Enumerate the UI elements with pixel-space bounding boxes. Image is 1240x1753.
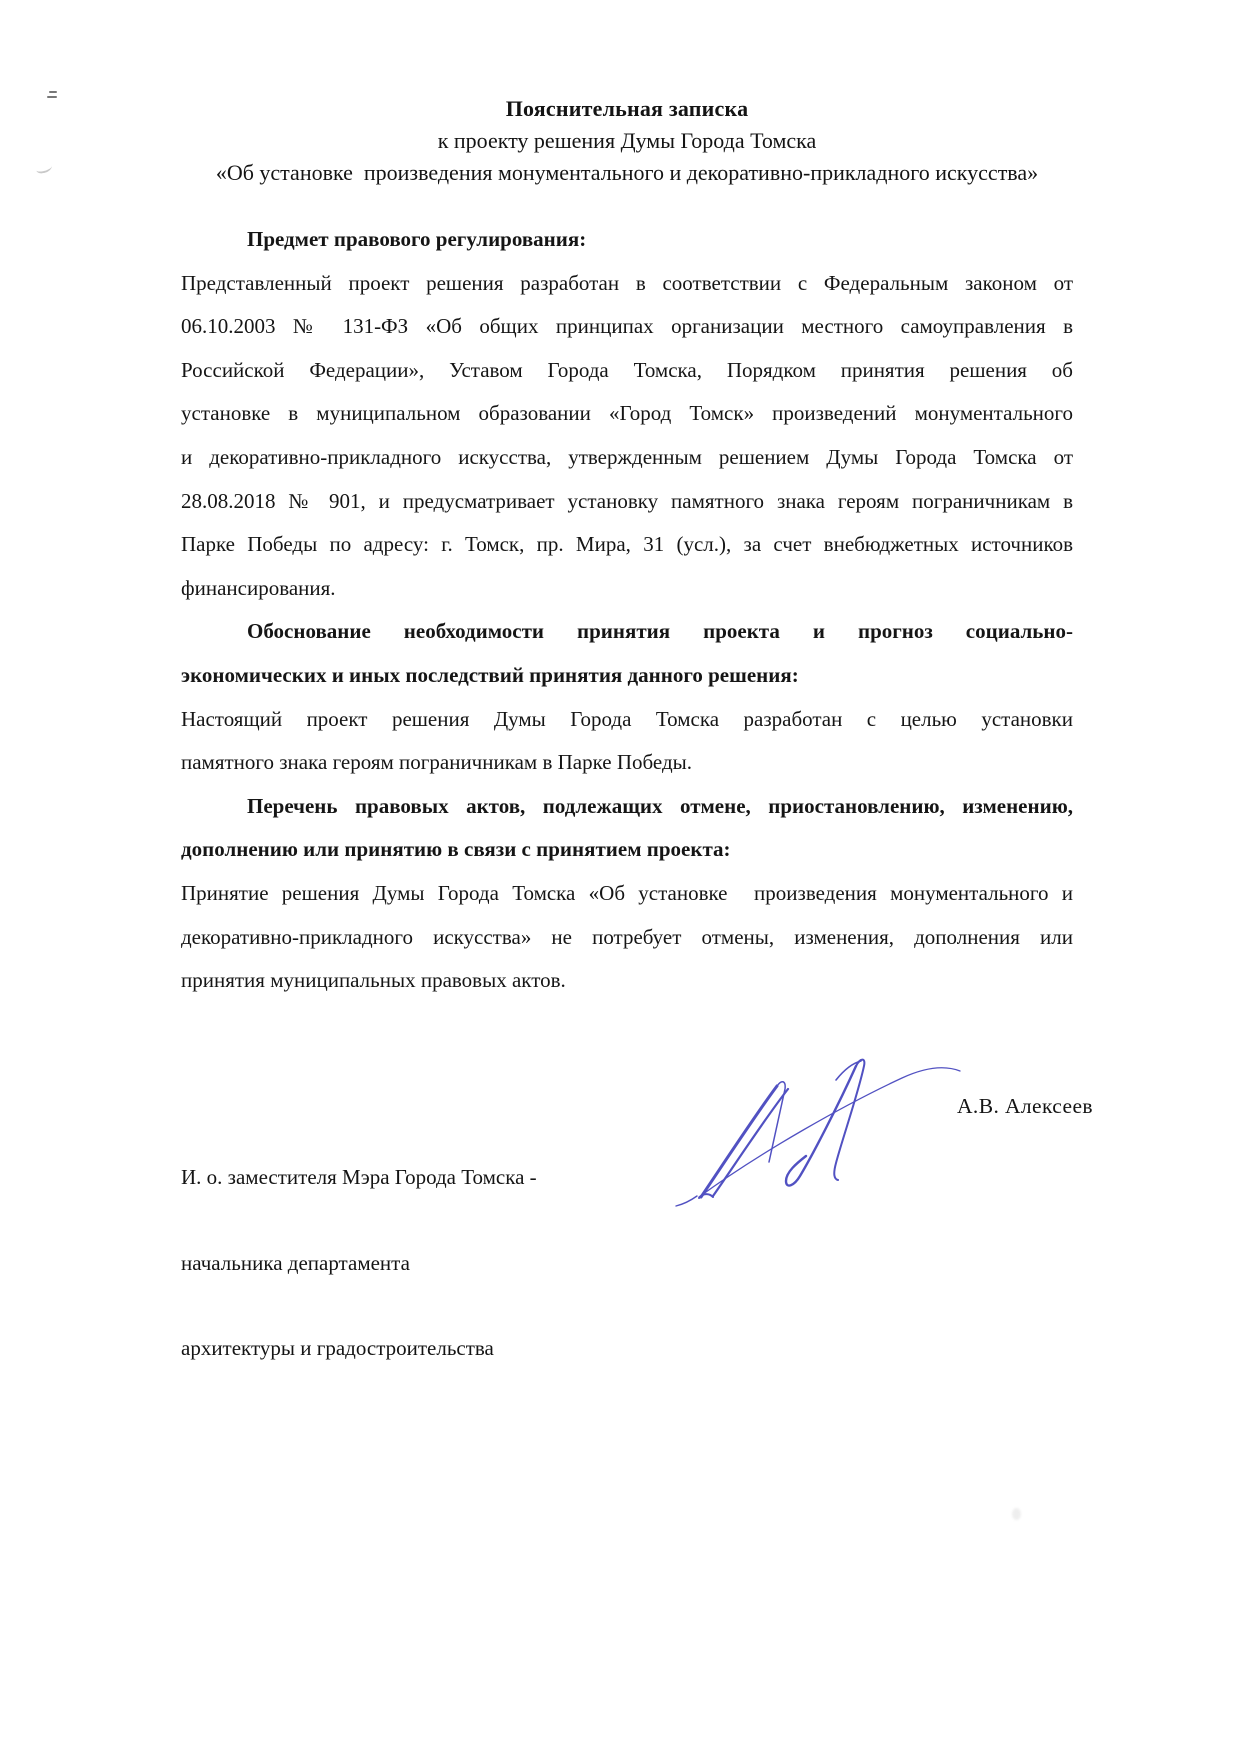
section-heading-rationale-cont: экономических и иных последствий принятия данного решения: <box>181 662 799 687</box>
document-subtitle: к проекту решения Думы Города Томска <box>437 128 817 153</box>
section-heading-subject: Предмет правового регулирования: <box>247 227 587 251</box>
paragraph-line: и декоративно-прикладного искусства, утвержденным решением Думы Города Томска от <box>181 444 1073 469</box>
document-title: Пояснительная записка <box>505 96 749 121</box>
document-subject-title: «Об установке произведения монументального и декоративно-прикладного искусства» <box>215 160 1039 185</box>
paragraph-line: 28.08.2018 № 901, и предусматривает установку памятного знака героям пограничникам в <box>181 488 1073 513</box>
section-heading-acts-cont: дополнению или принятию в связи с принятием проекта: <box>181 837 731 862</box>
paragraph-line: декоративно-прикладного искусства» не потребует отмены, изменения, дополнения или <box>181 924 1073 949</box>
signatory-name: А.В. Алексеев <box>957 1094 1093 1118</box>
signature-ink <box>660 1033 990 1213</box>
paragraph-line: Настоящий проект решения Думы Города Томска разработан с целью установки <box>181 706 1073 731</box>
paragraph-line: памятного знака героям пограничникам в Парке Победы. <box>181 750 693 775</box>
signatory-position-line: архитектуры и градостроительства <box>181 1336 494 1360</box>
signatory-position <box>181 1106 537 1420</box>
scan-artifact <box>35 162 52 175</box>
document-text <box>181 218 1073 1003</box>
signatory-position-line: И. о. заместителя Мэра Города Томска - <box>181 1165 537 1189</box>
paragraph-line: Представленный проект решения разработан в соответствии с Федеральным законом от <box>181 270 1073 295</box>
signatory-position-line: начальника департамента <box>181 1250 410 1275</box>
paragraph-line: Парке Победы по адресу: г. Томск, пр. Мира, 31 (усл.), за счет внебюджетных источников <box>181 532 1073 557</box>
paragraph-line: финансирования. <box>181 575 336 600</box>
paragraph-line: Принятие решения Думы Города Томска «Об установке произведения монументального и <box>181 880 1073 905</box>
document-body <box>181 93 1073 1003</box>
paragraph-line: Российской Федерации», Уставом Города Томска, Порядком принятия решения об <box>181 357 1073 382</box>
scan-artifact <box>1012 1508 1021 1520</box>
scan-artifact <box>47 91 59 100</box>
paragraph-line: принятия муниципальных правовых актов. <box>181 968 566 993</box>
paragraph-line: 06.10.2003 № 131-ФЗ «Об общих принципах организации местного самоуправления в <box>181 314 1073 339</box>
section-heading-rationale: Обоснование необходимости принятия проекта и прогноз социально- <box>247 619 1073 644</box>
paragraph-line: установке в муниципальном образовании «Город Томск» произведений монументального <box>181 401 1073 426</box>
section-heading-acts: Перечень правовых актов, подлежащих отмене, приостановлению, изменению, <box>247 793 1073 818</box>
